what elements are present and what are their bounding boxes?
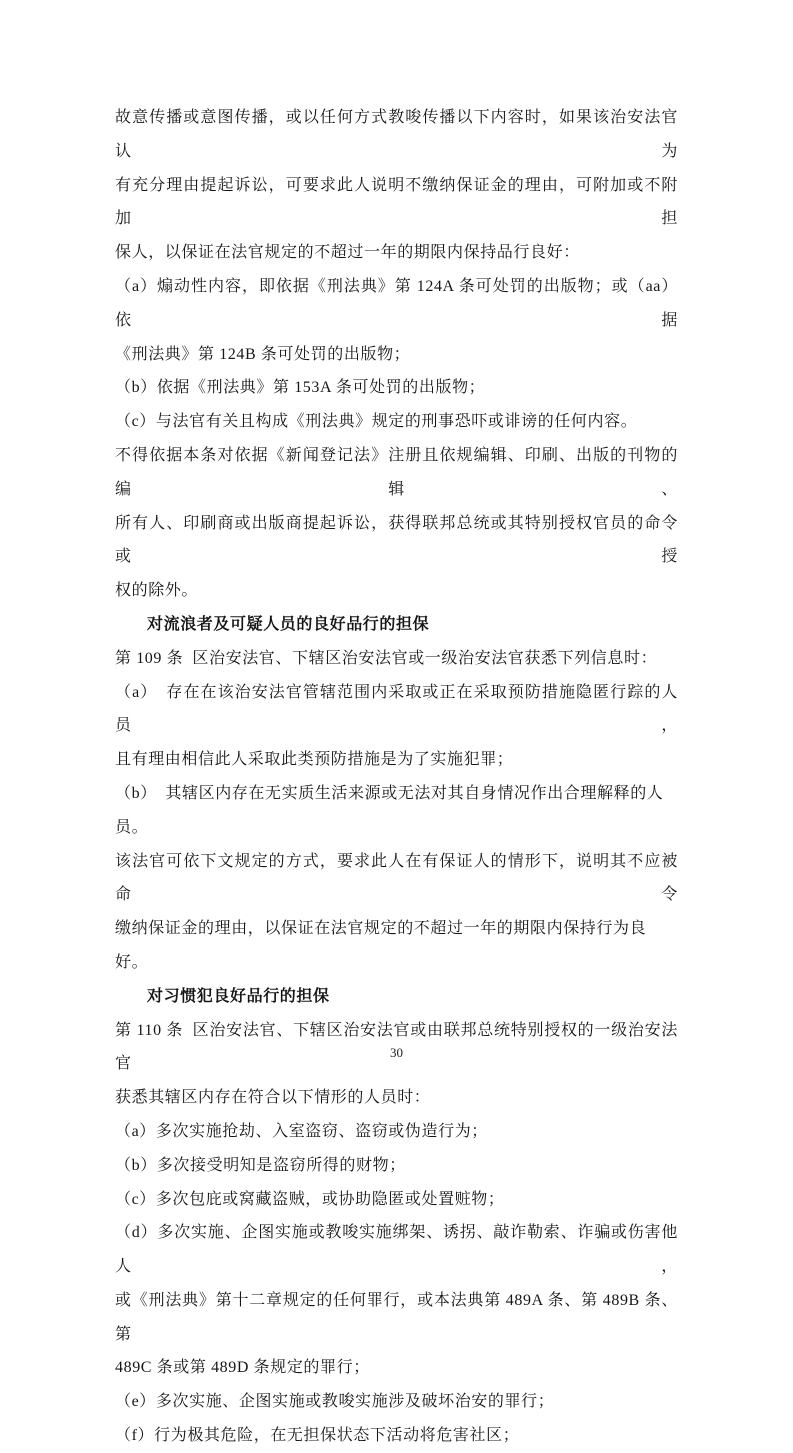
text-line: （c）多次包庇或窝藏盗贼，或协助隐匿或处置赃物；: [115, 1190, 505, 1208]
text-line: （b） 其辖区内存在无实质生活来源或无法对其自身情况作出合理解释的人员。: [115, 784, 664, 836]
text-line: 所有人、印刷商或出版商提起诉讼，获得联邦总统或其特别授权官员的命令或授: [115, 514, 678, 566]
text-line: 有充分理由提起诉讼，可要求此人说明不缴纳保证金的理由，可附加或不附加担: [115, 176, 678, 228]
text-line: （e）多次实施、企图实施或教唆实施涉及破坏治安的罪行；: [115, 1393, 555, 1411]
text-line: 权的除外。: [115, 582, 199, 600]
text-line: 保人，以保证在法官规定的不超过一年的期限内保持品行良好：: [115, 244, 580, 262]
text-line: （b）多次接受明知是盗窃所得的财物；: [115, 1156, 406, 1174]
section-heading: 对流浪者及可疑人员的良好品行的担保: [147, 615, 430, 633]
text-line: （a） 存在在该治安法官管辖范围内采取或正在采取预防措施隐匿行踪的人员，: [115, 683, 678, 735]
text-line: 第 110 条 区治安法官、下辖区治安法官或由联邦总统特别授权的一级治安法官: [115, 1021, 678, 1073]
text-line: （f）行为极其危险，在无担保状态下活动将危害社区；: [115, 1427, 520, 1445]
page-number: 30: [390, 1045, 403, 1060]
text-line: （a）煽动性内容，即依据《刑法典》第 124A 条可处罚的出版物；或（aa）依据: [115, 277, 678, 329]
text-line: 第 109 条 区治安法官、下辖区治安法官或一级治安法官获悉下列信息时：: [115, 649, 658, 667]
text-line: 获悉其辖区内存在符合以下情形的人员时：: [115, 1089, 431, 1107]
text-line: 且有理由相信此人采取此类预防措施是为了实施犯罪；: [115, 751, 514, 769]
text-line: （d）多次实施、企图实施或教唆实施绑架、诱拐、敲诈勒索、诈骗或伤害他人，: [115, 1224, 678, 1276]
document-body: [115, 101, 678, 1453]
text-line: （c）与法官有关且构成《刑法典》规定的刑事恐吓或诽谤的任何内容。: [115, 413, 638, 431]
text-line: 该法官可依下文规定的方式，要求此人在有保证人的情形下，说明其不应被命令: [115, 852, 678, 904]
text-line: 不得依据本条对依据《新闻登记法》注册且依规编辑、印刷、出版的刊物的编辑、: [115, 446, 678, 498]
section-heading: 对习惯犯良好品行的担保: [147, 987, 330, 1005]
text-line: （b）依据《刑法典》第 153A 条可处罚的出版物；: [115, 379, 486, 397]
text-line: 缴纳保证金的理由，以保证在法官规定的不超过一年的期限内保持行为良好。: [115, 920, 647, 971]
text-line: 《刑法典》第 124B 条可处罚的出版物；: [115, 345, 411, 363]
text-line: 故意传播或意图传播，或以任何方式教唆传播以下内容时，如果该治安法官认为: [115, 109, 678, 160]
text-line: 或《刑法典》第十二章规定的任何罪行，或本法典第 489A 条、第 489B 条、第: [115, 1291, 678, 1343]
text-line: 489C 条或第 489D 条规定的罪行；: [115, 1359, 370, 1377]
text-line: （a）多次实施抢劫、入室盗窃、盗窃或伪造行为；: [115, 1122, 488, 1140]
